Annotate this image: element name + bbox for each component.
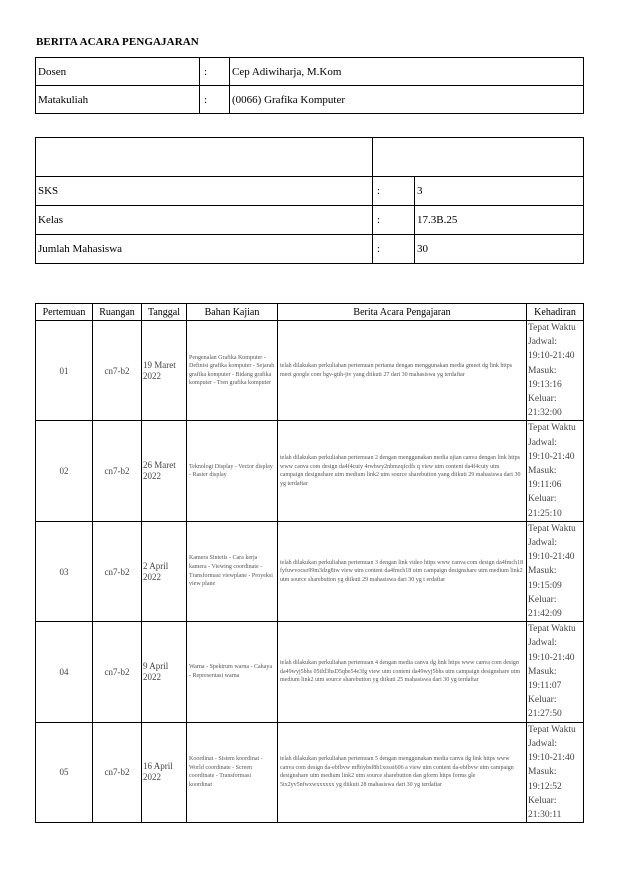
kehadiran-jadwal-label: Jadwal: [528,738,558,749]
tanggal-cell: 2 April 2022 [142,521,187,621]
ruangan-cell: cn7-b2 [93,622,142,722]
kehadiran-keluar-label: Keluar: [528,695,557,706]
info-blank-row [36,138,584,177]
info-row-dosen [36,58,584,86]
class-info-table [35,137,584,264]
info-value: 30 [415,235,584,264]
pertemuan-cell: 05 [36,722,93,822]
page-title: BERITA ACARA PENGAJARAN [36,36,199,48]
pertemuan-cell: 02 [36,421,93,521]
tanggal-cell: 26 Maret 2022 [142,421,187,521]
kehadiran-jadwal: 19:10-21:40 [528,652,575,663]
info-label: Matakuliah [36,86,200,114]
kehadiran-keluar-label: Keluar: [528,394,557,405]
kehadiran-masuk-label: Masuk: [528,566,557,577]
pertemuan-cell: 01 [36,321,93,421]
kehadiran-masuk: 19:13:16 [528,379,562,390]
header-ruangan: Ruangan [93,304,142,321]
table-row [36,622,584,722]
kehadiran-jadwal: 19:10-21:40 [528,552,575,563]
header-bahan-kajian: Bahan Kajian [187,304,278,321]
info-row-jumlah-mahasiswa [36,235,584,264]
kehadiran-masuk: 19:11:06 [528,480,562,491]
bahan-kajian-cell: Koordinat - Sistem koordinat - World coordinate - Screen coordinate - Transformasi koordinat [187,722,278,822]
table-row [36,321,584,421]
ruangan-cell: cn7-b2 [93,722,142,822]
header-kehadiran: Kehadiran [527,304,584,321]
tanggal-cell: 9 April 2022 [142,622,187,722]
kehadiran-status: Tepat Waktu [528,423,576,434]
kehadiran-jadwal-label: Jadwal: [528,638,558,649]
info-row-matakuliah [36,86,584,114]
ruangan-cell: cn7-b2 [93,421,142,521]
berita-acara-cell: telah dilakukan perkuliahan pertemuan pertama dengan menggunakan media gmeet dg link https meet google com bgv-gtih-jtv yang diikuti 27 dari 30 mahasiswa yg terdaftar [278,321,527,421]
kehadiran-jadwal: 19:10-21:40 [528,753,575,764]
ruangan-cell: cn7-b2 [93,521,142,621]
info-label: Jumlah Mahasiswa [36,235,373,264]
berita-acara-cell: telah dilakukan perkuliahan pertemuan 3 dengan link video https www canva com design da4fmch18 fyfuwvocso99m3dzg8tw view utm content da4fmch18 utm campaign designshare utm medium link2 utm source sharebutton yg diikuti 29 mahasiswa dari 30 yg t erdaftar [278,521,527,621]
info-value: (0066) Grafika Komputer [230,86,584,114]
teaching-log-table [35,303,584,823]
info-separator: : [200,58,230,86]
kehadiran-masuk-label: Masuk: [528,666,557,677]
kehadiran-status: Tepat Waktu [528,624,576,635]
kehadiran-status: Tepat Waktu [528,323,576,333]
info-label: Dosen [36,58,200,86]
info-label: Kelas [36,206,373,235]
kehadiran-cell [527,321,584,421]
pertemuan-cell: 04 [36,622,93,722]
berita-acara-cell: telah dilakukan perkuliahan pertemuan 4 dengan media canva dg link https www canva com design da49wyj5bhs 05tfd3hsD5qbe54e3fg view utm content da49wyj5bhs utm campaign designshare utm medium link2 utm source sharebutton yg diikuti 25 mahasiswa dari 30 yg terdaftar [278,622,527,722]
header-tanggal: Tanggal [142,304,187,321]
kehadiran-jadwal-label: Jadwal: [528,337,558,348]
info-separator: : [373,235,415,264]
kehadiran-masuk-label: Masuk: [528,767,557,778]
info-separator: : [200,86,230,114]
info-separator: : [373,206,415,235]
kehadiran-keluar-label: Keluar: [528,594,557,605]
info-row-sks [36,177,584,206]
kehadiran-keluar-label: Keluar: [528,494,557,505]
kehadiran-keluar: 21:25:10 [528,508,562,519]
kehadiran-jadwal: 19:10-21:40 [528,351,575,362]
kehadiran-keluar-label: Keluar: [528,795,557,806]
kehadiran-masuk: 19:11:07 [528,681,562,692]
berita-acara-cell: telah dilakukan perkuliahan pertemuan 5 dengan menggunakan media canva dg link https www canva com design da-ebfbvw mfbiybsf8h1xossi606 a view utm content da-ebfbvw utm campaign designshare utm medium link2 utm source sharebutton dan gform https forms gle 5tx2yv5nfwxwxxxxxx yg diikuti 28 mahasiswa dari 30 yg terdaftar [278,722,527,822]
bahan-kajian-cell: Teknologi Display - Vector display - Raster display [187,421,278,521]
lecturer-info-table [35,57,584,114]
kehadiran-jadwal-label: Jadwal: [528,437,558,448]
kehadiran-keluar: 21:27:50 [528,709,562,720]
kehadiran-keluar: 21:32:00 [528,408,562,419]
table-row [36,722,584,822]
tanggal-cell: 16 April 2022 [142,722,187,822]
bahan-kajian-cell: Warna - Spektrum warna - Cahaya - Representasi warna [187,622,278,722]
ruangan-cell: cn7-b2 [93,321,142,421]
kehadiran-cell [527,722,584,822]
info-separator: : [373,177,415,206]
pertemuan-cell: 03 [36,521,93,621]
bahan-kajian-cell: Pengenalan Grafika Komputer - Definisi grafika komputer - Sejarah grafika komputer - Bidang grafika komputer - Tren grafika komputer [187,321,278,421]
kehadiran-keluar: 21:42:09 [528,609,562,620]
kehadiran-jadwal-label: Jadwal: [528,538,558,549]
table-row [36,421,584,521]
bahan-kajian-cell: Kamera Sintetis - Cara kerja kamera - Viewing coordinate - Transformasi viewplane - Proyeksi view plane [187,521,278,621]
blank-cell [373,138,584,177]
table-continuation-left [35,807,38,817]
table-continuation-right [583,807,586,817]
kehadiran-masuk-label: Masuk: [528,365,557,376]
info-value: 3 [415,177,584,206]
kehadiran-masuk: 19:15:09 [528,580,562,591]
kehadiran-cell [527,622,584,722]
header-berita-acara: Berita Acara Pengajaran [278,304,527,321]
kehadiran-cell [527,421,584,521]
berita-acara-cell: telah dilakukan perkuliahan pertemuan 2 dengan menggunakan media ujian canva dengan link https www canva com design da4f4cuty 4rwhwy2nbmzqfcdfs q view utm content da4f4cuty utm campaign designshare utm medium link2 utm source sharebutton yang diikuti 29 mahasiswa dari 30 yg terdaftar [278,421,527,521]
table-header-row [36,304,584,321]
kehadiran-cell [527,521,584,621]
info-value: 17.3B.25 [415,206,584,235]
info-value: Cep Adiwiharja, M.Kom [230,58,584,86]
table-row [36,521,584,621]
tanggal-cell: 19 Maret 2022 [142,321,187,421]
info-row-kelas [36,206,584,235]
info-label: SKS [36,177,373,206]
kehadiran-masuk: 19:12:52 [528,781,562,792]
blank-cell [36,138,373,177]
kehadiran-masuk-label: Masuk: [528,466,557,477]
kehadiran-keluar: 21:30:11 [528,809,562,820]
kehadiran-status: Tepat Waktu [528,523,576,534]
kehadiran-status: Tepat Waktu [528,724,576,735]
header-pertemuan: Pertemuan [36,304,93,321]
kehadiran-jadwal: 19:10-21:40 [528,451,575,462]
